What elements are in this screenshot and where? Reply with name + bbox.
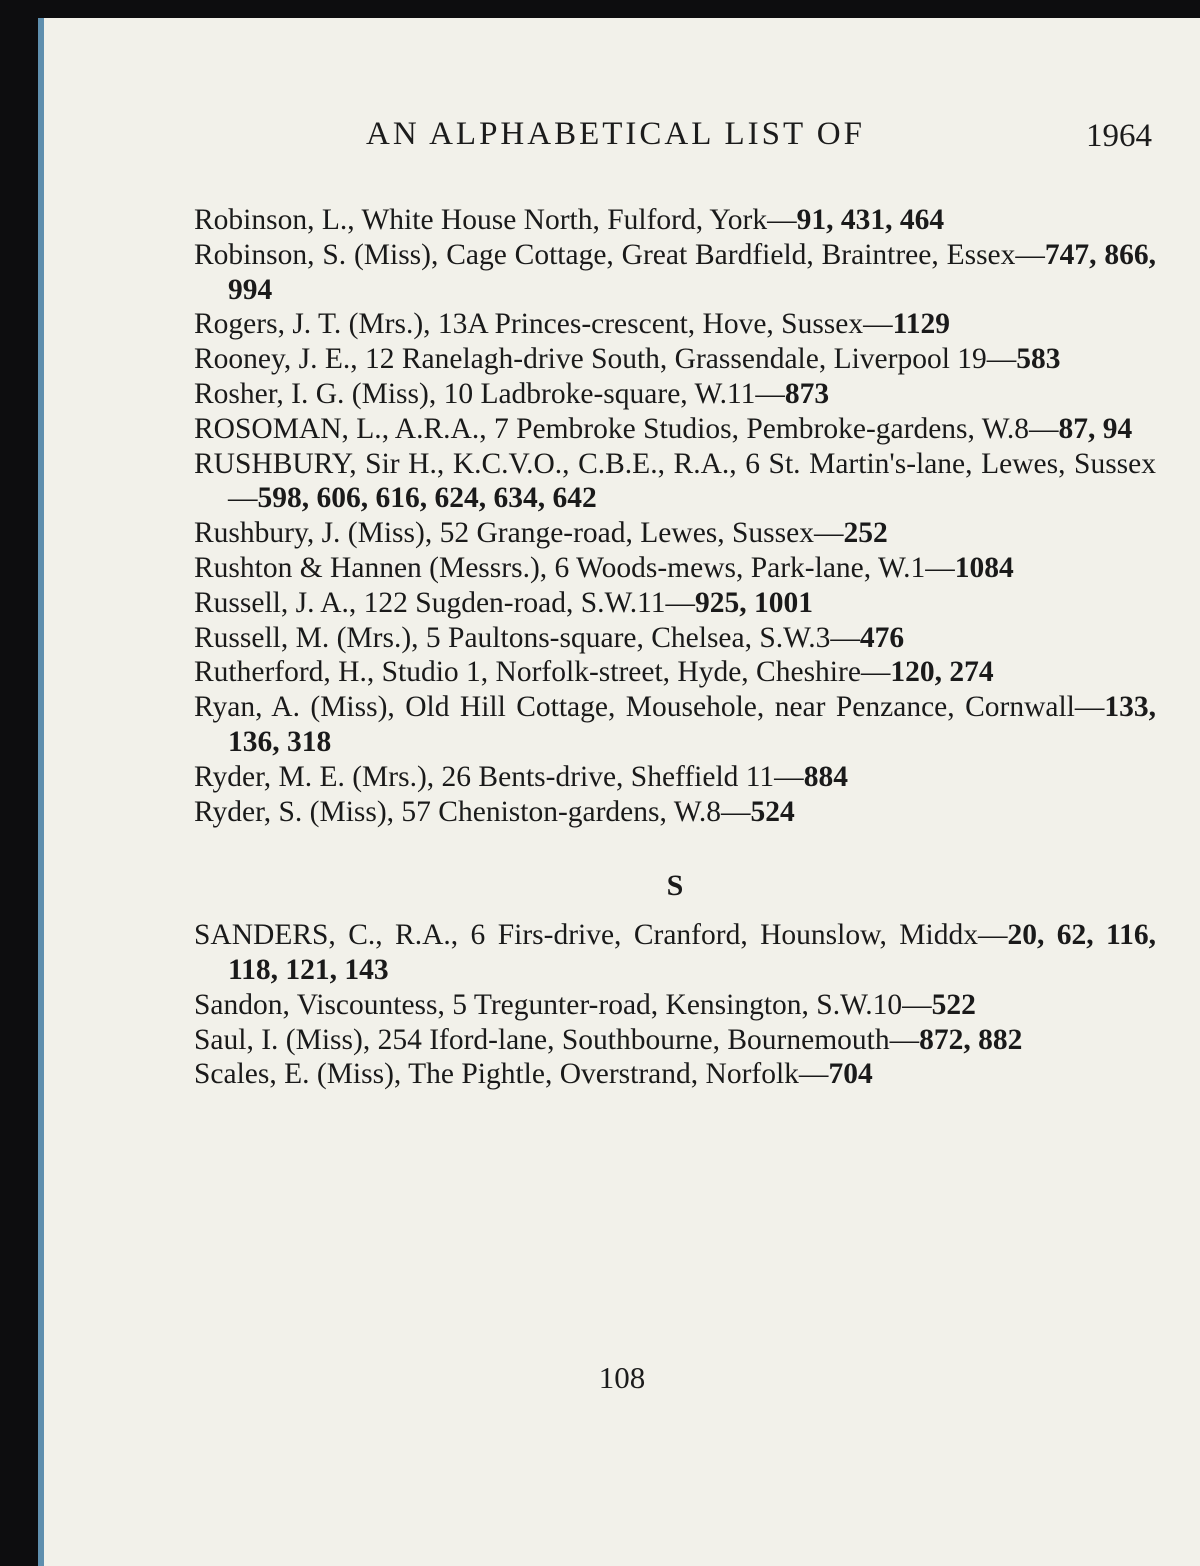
entry-name: Russell, M. (Mrs.) [194,621,412,654]
entry-numbers: 87, 94 [1058,412,1133,445]
entry-address: , 10 Ladbroke-square, W.11— [428,377,785,410]
entry-address: , 254 Iford-lane, Southbourne, Bournemouth— [362,1023,920,1056]
entry-address: , White House North, Fulford, York— [347,204,797,236]
entry-numbers: 20, 62, 116, 118, 121, 143 [228,919,1156,986]
list-item [194,1057,1156,1092]
entry-name: Ryder, S. (Miss) [194,795,387,828]
entry-name: Robinson, L. [194,204,348,236]
entry-name: Sandon, Viscountess [194,988,438,1021]
entry-name: RUSHBURY, Sir H. [194,447,437,480]
list-item [194,586,1156,621]
entry-address: , 5 Paultons-square, Chelsea, S.W.3— [411,621,860,654]
book-page [38,18,1200,1566]
entry-numbers: 91, 431, 464 [796,204,945,236]
entry-numbers: 476 [859,621,905,654]
list-item [194,203,1156,238]
entry-numbers: 524 [750,795,795,828]
entry-name: Russell, J. A. [194,586,349,619]
entry-address: , R.A., 6 Firs-drive, Cranford, Hounslow, Middx— [375,919,1008,952]
entry-address: , K.C.V.O., C.B.E., R.A., 6 St. Martin's-lane, Lewes, Sussex— [228,447,1157,515]
list-item [194,1023,1156,1058]
list-item [194,655,1156,690]
entry-name: Rushton & Hannen (Messrs.) [194,551,540,584]
entry-address: , 52 Grange-road, Lewes, Sussex— [424,517,844,550]
section-heading: S [666,869,684,903]
entry-numbers: 583 [1016,343,1061,376]
entry-address: , 26 Bents-drive, Sheffield 11— [426,760,804,793]
entry-address: , 122 Sugden-road, S.W.11— [348,586,695,619]
entry-numbers: 704 [828,1058,873,1091]
entry-address: , 6 Woods-mews, Park-lane, W.1— [539,551,955,584]
entry-name: SANDERS, C. [194,919,376,952]
header-year: 1964 [1086,118,1152,154]
list-item [194,551,1156,586]
entry-numbers: 598, 606, 616, 624, 634, 642 [257,482,597,515]
entry-address: , Old Hill Cottage, Mousehole, near Penzance, Cornwall— [387,691,1105,724]
entry-numbers: 884 [803,760,848,793]
list-item [194,307,1156,342]
list-item [194,760,1156,795]
list-item [194,795,1156,830]
entry-name: Saul, I. (Miss) [194,1023,363,1056]
list-item [194,988,1156,1023]
entry-address: , A.R.A., 7 Pembroke Studios, Pembroke-gardens, W.8— [381,412,1059,445]
list-item [194,621,1156,656]
entry-numbers: 747, 866, 994 [228,238,1156,306]
entry-name: Rutherford, H. [194,656,367,689]
entry-name: Rogers, J. T. (Mrs.) [194,308,424,341]
list-item [194,516,1156,551]
entry-address: , The Pightle, Overstrand, Norfolk— [393,1058,829,1091]
list-item [194,238,1156,308]
entry-numbers: 252 [843,517,888,550]
entry-name: ROSOMAN, L. [194,412,382,445]
entry-numbers: 120, 274 [890,656,994,689]
list-item [194,918,1156,988]
running-title: AN ALPHABETICAL LIST OF [366,116,865,152]
list-item [194,447,1156,517]
entry-name: Rushbury, J. (Miss) [194,517,425,550]
entry-name: Rosher, I. G. (Miss) [194,377,429,410]
entry-address: , Cage Cottage, Great Bardfield, Braintree, Essex— [430,238,1045,271]
directory-list [194,203,1156,1092]
entry-name: Rooney, J. E. [194,343,351,376]
entry-address: , Studio 1, Norfolk-street, Hyde, Cheshire— [366,656,891,689]
entry-address: , 12 Ranelagh-drive South, Grassendale, Liverpool 19— [350,343,1017,376]
entry-name: Ryan, A. (Miss) [194,691,388,724]
list-item [194,342,1156,377]
entry-name: Ryder, M. E. (Mrs.) [194,760,427,793]
entry-numbers: 1129 [892,308,950,341]
entry-name: Robinson, S. (Miss) [194,238,431,271]
entry-name: Scales, E. (Miss) [194,1058,394,1091]
list-item [194,377,1156,412]
entry-numbers: 872, 882 [919,1023,1023,1056]
entry-numbers: 1084 [954,551,1014,584]
entry-numbers: 522 [931,988,976,1021]
list-item [194,412,1156,447]
entry-numbers: 873 [784,377,830,410]
entry-address: , 13A Princes-crescent, Hove, Sussex— [423,308,893,341]
list-item [194,690,1156,760]
page-number: 108 [598,1360,646,1395]
running-header [366,116,1152,160]
entry-address: , 57 Cheniston-gardens, W.8— [386,795,751,828]
entry-numbers: 133, 136, 318 [228,691,1156,758]
entry-numbers: 925, 1001 [694,586,813,619]
entry-address: , 5 Tregunter-road, Kensington, S.W.10— [437,988,932,1021]
